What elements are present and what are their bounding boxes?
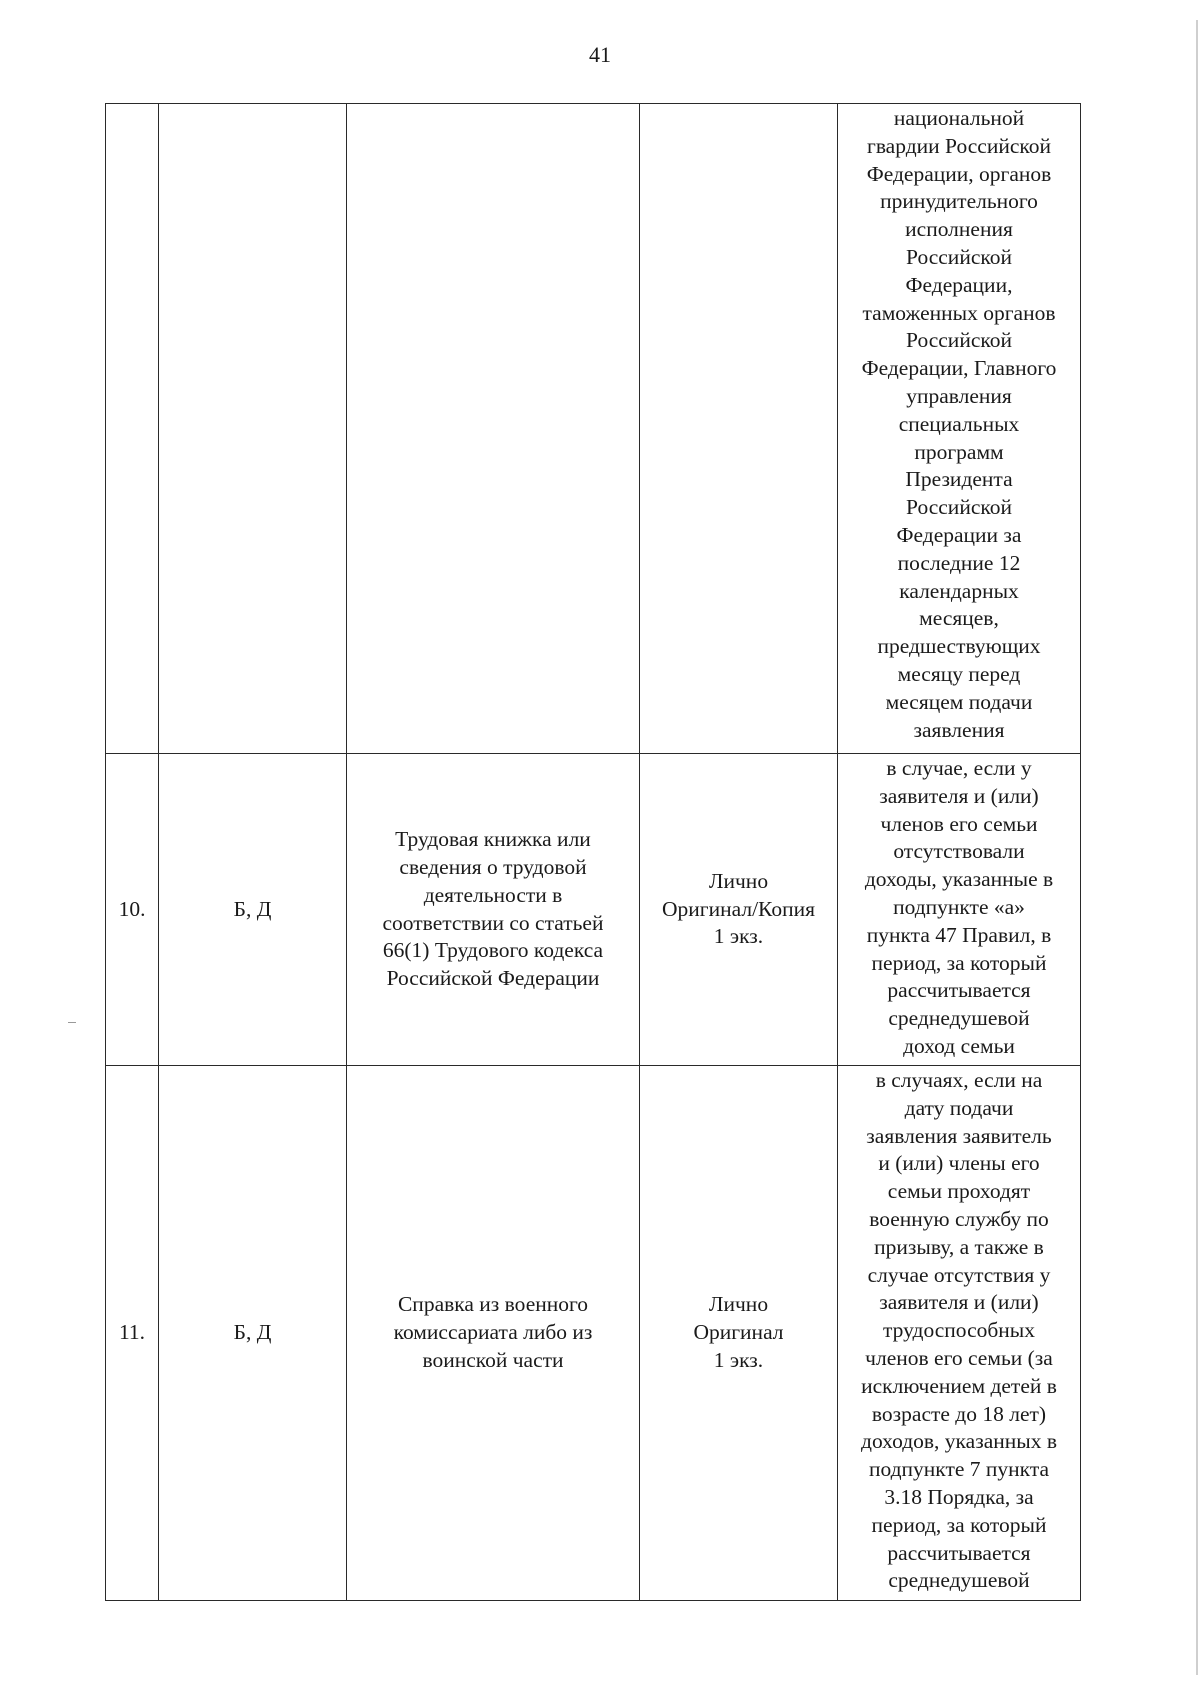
cell-line: в случаях, если на xyxy=(875,1068,1043,1092)
cell-line: комиссариата либо из xyxy=(393,1320,593,1345)
cell-line: семьи проходят xyxy=(887,1179,1031,1204)
cell-line: календарных xyxy=(899,578,1019,603)
cell-line: воинской части xyxy=(422,1347,564,1372)
cell-line: заявителя и (или) xyxy=(879,1290,1039,1315)
cell-line: военную службу по xyxy=(869,1206,1049,1231)
cell-line: Федерации, xyxy=(905,272,1013,297)
cell-line: случае отсутствия у xyxy=(867,1262,1051,1287)
cell-line: 1 экз. xyxy=(713,1347,764,1372)
cell-line: месяцем подачи xyxy=(885,689,1033,714)
cell-line: доходы, указанные в xyxy=(864,867,1054,892)
cell-line: исполнения xyxy=(905,217,1013,242)
cell-line: специальных xyxy=(898,411,1020,436)
cell-category xyxy=(159,104,347,754)
cell-line: Российской Федерации xyxy=(386,966,600,991)
cell-line: заявителя и (или) xyxy=(879,783,1039,808)
cell-line: отсутствовали xyxy=(893,839,1025,864)
cell-line: таможенных органов xyxy=(862,300,1056,325)
cell-line: Оригинал xyxy=(693,1320,784,1345)
cell-number xyxy=(106,104,159,754)
cell-category: Б, Д xyxy=(159,754,347,1066)
cell-condition xyxy=(838,754,1081,1066)
cell-line: Справка из военного xyxy=(397,1292,589,1317)
cell-line: управления xyxy=(906,383,1012,408)
cell-condition xyxy=(838,1066,1081,1601)
table-row xyxy=(106,1066,1081,1601)
cell-line: возрасте до 18 лет) xyxy=(871,1401,1047,1426)
cell-line: гвардии Российской xyxy=(867,133,1051,158)
cell-line: Лично xyxy=(708,868,769,893)
cell-line: пункта 47 Правил, в xyxy=(866,922,1052,947)
cell-line: заявления xyxy=(913,717,1005,742)
cell-line: Федерации, органов xyxy=(866,161,1052,186)
cell-line: подпункте 7 пункта xyxy=(868,1457,1050,1482)
cell-line: членов его семьи (за xyxy=(865,1345,1053,1370)
cell-line: соответствии со статьей xyxy=(382,910,604,935)
cell-line: 1 экз. xyxy=(713,924,764,949)
cell-line: принудительного xyxy=(880,189,1038,214)
cell-line: членов его семьи xyxy=(880,811,1038,836)
cell-line: предшествующих xyxy=(877,634,1041,659)
cell-line: национальной xyxy=(893,106,1025,130)
cell-document xyxy=(347,754,640,1066)
cell-line: Оригинал/Копия xyxy=(662,896,815,921)
cell-line: деятельности в xyxy=(423,882,563,907)
cell-line: дату подачи xyxy=(904,1095,1014,1120)
cell-line: исключением детей в xyxy=(861,1373,1057,1398)
cell-line: Трудовая книжка или xyxy=(395,827,591,852)
cell-condition xyxy=(838,104,1081,754)
cell-line: период, за который xyxy=(871,950,1047,975)
cell-category: Б, Д xyxy=(159,1066,347,1601)
cell-line: период, за который xyxy=(871,1512,1047,1537)
cell-line: Федерации за xyxy=(896,522,1022,547)
cell-line: доходов, указанных в xyxy=(861,1429,1057,1454)
cell-number: 11. xyxy=(106,1066,159,1601)
cell-line: среднедушевой xyxy=(888,1568,1030,1593)
cell-line: рассчитывается xyxy=(887,978,1031,1003)
cell-document xyxy=(347,1066,640,1601)
cell-line: месяцев, xyxy=(919,606,999,631)
cell-line: подпункте «а» xyxy=(893,894,1025,919)
cell-line: трудоспособных xyxy=(882,1318,1035,1343)
cell-line: программ xyxy=(914,439,1004,464)
scan-margin-mark xyxy=(68,1022,76,1023)
cell-line: Российской xyxy=(906,495,1012,520)
cell-line: 3.18 Порядка, за xyxy=(884,1484,1034,1509)
cell-number: 10. xyxy=(106,754,159,1066)
cell-document xyxy=(347,104,640,754)
cell-line: рассчитывается xyxy=(887,1540,1031,1565)
cell-line: Российской xyxy=(906,328,1012,353)
cell-line: среднедушевой xyxy=(888,1006,1030,1031)
table-row xyxy=(106,754,1081,1066)
cell-line: сведения о трудовой xyxy=(399,854,587,879)
cell-form xyxy=(640,754,838,1066)
scan-edge-line xyxy=(1196,20,1198,1675)
cell-line: доход семьи xyxy=(903,1033,1015,1058)
cell-line: 66(1) Трудового кодекса xyxy=(382,938,604,963)
cell-line: Российской xyxy=(906,244,1012,269)
cell-line: Федерации, Главного xyxy=(861,356,1057,381)
cell-line: Президента xyxy=(905,467,1013,492)
cell-line: призыву, а также в xyxy=(874,1234,1044,1259)
cell-line: заявления заявитель xyxy=(866,1123,1052,1148)
cell-line: Лично xyxy=(708,1292,769,1317)
page-number: 41 xyxy=(589,42,611,67)
cell-line: месяцу перед xyxy=(897,661,1021,686)
cell-line: последние 12 xyxy=(897,550,1021,575)
cell-form xyxy=(640,1066,838,1601)
cell-line: и (или) члены его xyxy=(878,1151,1040,1176)
requirements-table xyxy=(105,103,1081,1601)
table-row xyxy=(106,104,1081,754)
cell-form xyxy=(640,104,838,754)
cell-line: в случае, если у xyxy=(886,756,1032,780)
